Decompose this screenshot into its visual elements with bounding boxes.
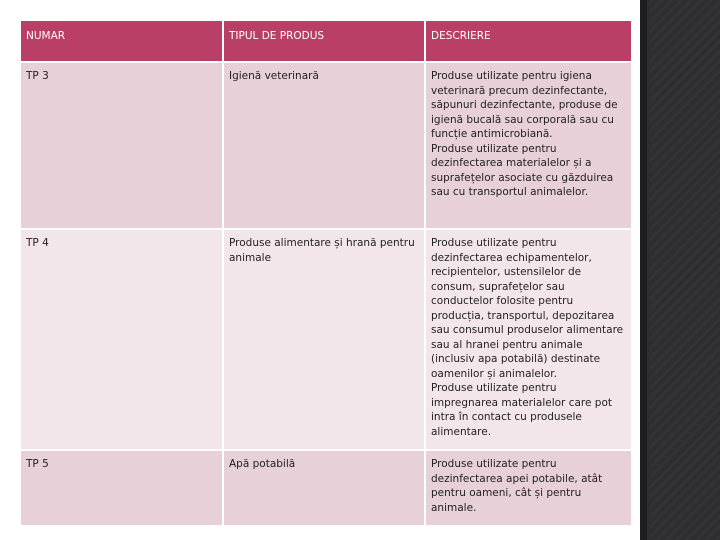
side-panel-texture <box>650 0 720 540</box>
cell-numar: TP 5 <box>20 450 223 526</box>
cell-tip-produs: Produse alimentare și hrană pentru animale <box>223 229 425 450</box>
cell-numar: TP 4 <box>20 229 223 450</box>
header-numar: NUMAR <box>20 20 223 62</box>
cell-numar: TP 3 <box>20 62 223 229</box>
side-panel-band <box>640 0 647 540</box>
table-row <box>20 229 632 450</box>
cell-descriere: Produse utilizate pentru dezinfectarea apei potabile, atât pentru oameni, cât și pentru animale. <box>425 450 632 526</box>
table-row <box>20 450 632 526</box>
table-header-row <box>20 20 632 62</box>
cell-descriere: Produse utilizate pentru dezinfectarea echipamentelor, recipientelor, ustensilelor de consum, suprafețelor sau conductelor folosite pentru producția, transportul, depozitarea sau consumul produselor alimentare sau al hranei pentru animale (inclusiv apa potabilă) destinate oamenilor și animalelor. Produse utilizate pentru impregnarea materialelor care pot intra în contact cu produsele alimentare. <box>425 229 632 450</box>
header-descriere: DESCRIERE <box>425 20 632 62</box>
table-row <box>20 62 632 229</box>
header-tipul-de-produs: TIPUL DE PRODUS <box>223 20 425 62</box>
product-type-table <box>19 19 633 527</box>
cell-tip-produs: Igienă veterinară <box>223 62 425 229</box>
cell-descriere: Produse utilizate pentru igiena veterinară precum dezinfectante, săpunuri dezinfectante, produse de igienă bucală sau corporală sau cu funcție antimicrobiană. Produse utilizate pentru dezinfectarea materialelor și a suprafețelor asociate cu găzduirea sau cu transportul animalelor. <box>425 62 632 229</box>
decorative-side-panel <box>640 0 720 540</box>
cell-tip-produs: Apă potabilă <box>223 450 425 526</box>
